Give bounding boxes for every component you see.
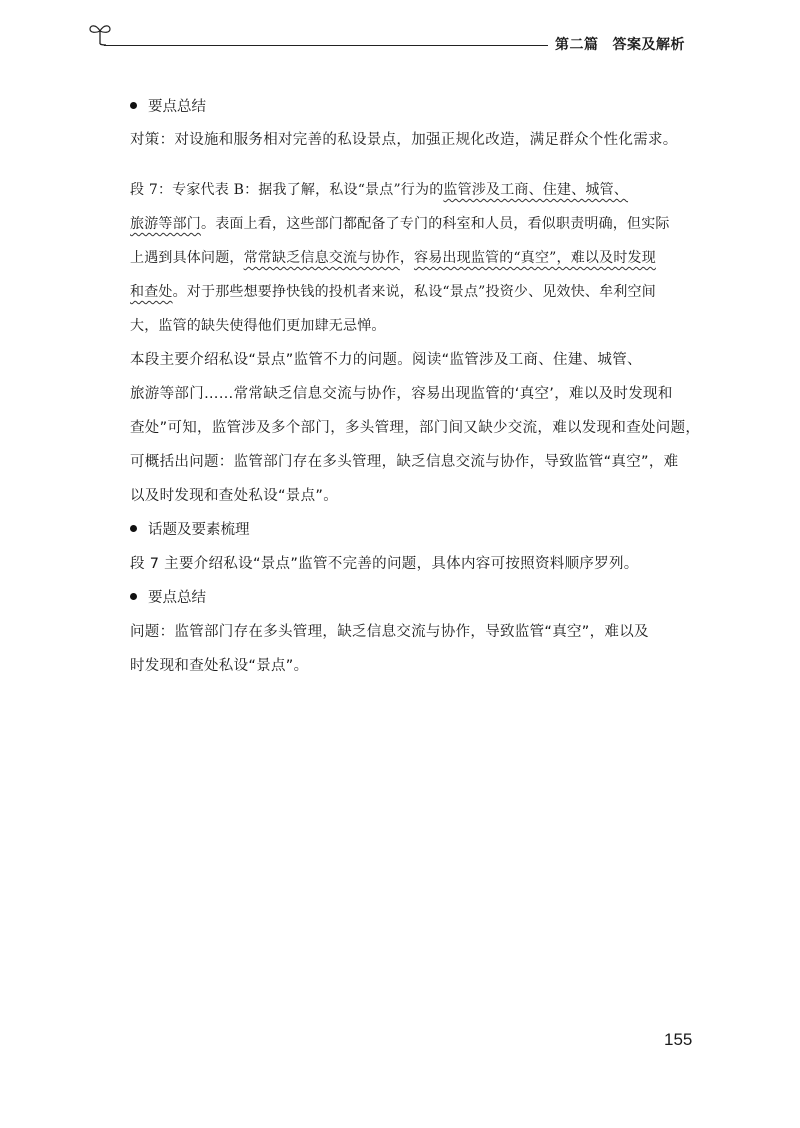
para7-line-5: 大，监管的缺失使得他们更加肆无忌惮。 bbox=[130, 318, 386, 334]
bullet-dot-icon bbox=[130, 593, 137, 600]
para7-underlined: 监管涉及工商、住建、城管、 bbox=[443, 182, 629, 198]
bullet-heading-key-points-1 bbox=[130, 97, 206, 117]
countermeasure-line: 对策：对设施和服务相对完善的私设景点，加强正规化改造，满足群众个性化需求。 bbox=[130, 132, 678, 148]
analysis-line-4: 可概括出问题：监管部门存在多头管理，缺乏信息交流与协作，导致监管“真空”，难 bbox=[130, 454, 679, 470]
header-section: 答案及解析 bbox=[612, 37, 685, 53]
bullet-dot-icon bbox=[130, 525, 137, 532]
para7-line-3 bbox=[130, 248, 656, 268]
para7-text: 段 7：专家代表 B：据我了解，私设“景点”行为的 bbox=[130, 182, 444, 198]
analysis-line-2: 旅游等部门……常常缺乏信息交流与协作，容易出现监管的‘真空’，难以及时发现和 bbox=[130, 386, 673, 402]
para7-line-4 bbox=[130, 282, 656, 302]
topic-line: 段 7 主要介绍私设“景点”监管不完善的问题，具体内容可按照资料顺序罗列。 bbox=[130, 556, 639, 572]
running-header bbox=[555, 34, 685, 54]
header-rule bbox=[104, 45, 548, 46]
bullet-heading-topic bbox=[130, 520, 250, 540]
analysis-line-3: 查处”可知，监管涉及多个部门，多头管理，部门间又缺少交流，难以发现和查处问题， bbox=[130, 420, 701, 436]
para7-line-1 bbox=[130, 180, 628, 200]
problem-line-1: 问题：监管部门存在多头管理，缺乏信息交流与协作，导致监管“真空”，难以及 bbox=[130, 624, 649, 640]
sprout-icon bbox=[88, 20, 112, 46]
para7-underlined: 和查处 bbox=[130, 284, 173, 300]
analysis-line-1: 本段主要介绍私设“景点”监管不力的问题。阅读“监管涉及工商、住建、城管、 bbox=[130, 352, 642, 368]
para7-underlined: 旅游等部门 bbox=[130, 216, 201, 232]
bullet-dot-icon bbox=[130, 102, 137, 109]
heading-text: 要点总结 bbox=[148, 99, 206, 115]
para7-text: 。表面上看，这些部门都配备了专门的科室和人员，看似职责明确，但实际 bbox=[201, 216, 670, 232]
heading-text: 要点总结 bbox=[148, 590, 206, 606]
para7-text: 。对于那些想要挣快钱的投机者来说，私设“景点”投资少、见效快、牟利空间 bbox=[172, 284, 656, 300]
para7-underlined: 容易出现监管的“真空”，难以及时发现 bbox=[414, 250, 656, 266]
page-number: 155 bbox=[664, 1030, 693, 1049]
bullet-heading-key-points-2 bbox=[130, 588, 206, 608]
para7-underlined: 常常缺乏信息交流与协作 bbox=[243, 250, 400, 266]
para7-text: 上遇到具体问题， bbox=[130, 250, 244, 266]
heading-text: 话题及要素梳理 bbox=[148, 522, 250, 538]
problem-line-2: 时发现和查处私设“景点”。 bbox=[130, 658, 309, 674]
para7-line-2 bbox=[130, 214, 670, 234]
header-part: 第二篇 bbox=[555, 37, 599, 53]
para7-text: ， bbox=[399, 250, 415, 266]
analysis-line-5: 以及时发现和查处私设“景点”。 bbox=[130, 488, 339, 504]
